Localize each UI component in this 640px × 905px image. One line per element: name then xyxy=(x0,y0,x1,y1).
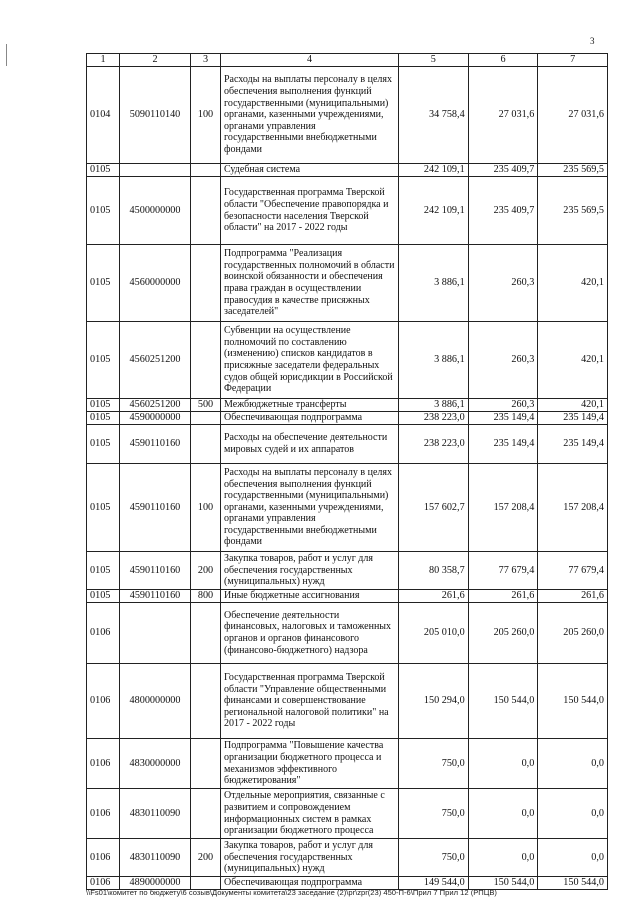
target-article: 5090110140 xyxy=(120,67,191,164)
amount-col-6: 235 409,7 xyxy=(468,177,538,245)
amount-col-5: 238 223,0 xyxy=(399,425,469,464)
amount-col-7: 235 149,4 xyxy=(538,412,608,425)
amount-col-7: 420,1 xyxy=(538,245,608,322)
amount-col-7: 157 208,4 xyxy=(538,464,608,552)
header-col-2: 2 xyxy=(120,54,191,67)
section-code: 0106 xyxy=(87,603,120,664)
target-article: 4560251200 xyxy=(120,399,191,412)
amount-col-7: 27 031,6 xyxy=(538,67,608,164)
amount-col-6: 235 149,4 xyxy=(468,425,538,464)
section-code: 0104 xyxy=(87,67,120,164)
table-row xyxy=(87,464,608,552)
amount-col-7: 150 544,0 xyxy=(538,877,608,890)
expense-name: Подпрограмма "Реализация государственных полномочий в области воинской обязанности и обеспечения права граждан в осуществлении правосудия в качестве присяжных заседателей" xyxy=(221,245,399,322)
section-code: 0105 xyxy=(87,322,120,399)
section-code: 0105 xyxy=(87,245,120,322)
target-article: 4800000000 xyxy=(120,664,191,739)
expense-name: Обеспечивающая подпрограмма xyxy=(221,877,399,890)
amount-col-5: 205 010,0 xyxy=(399,603,469,664)
amount-col-6: 235 409,7 xyxy=(468,164,538,177)
table-row xyxy=(87,322,608,399)
header-col-6: 6 xyxy=(468,54,538,67)
amount-col-7: 261,6 xyxy=(538,590,608,603)
amount-col-6: 260,3 xyxy=(468,245,538,322)
amount-col-7: 235 569,5 xyxy=(538,164,608,177)
amount-col-6: 150 544,0 xyxy=(468,877,538,890)
amount-col-6: 77 679,4 xyxy=(468,552,538,590)
table-row xyxy=(87,245,608,322)
expense-name: Судебная система xyxy=(221,164,399,177)
table-row xyxy=(87,177,608,245)
expense-kind xyxy=(191,789,221,839)
section-code: 0105 xyxy=(87,412,120,425)
expense-name: Отдельные мероприятия, связанные с развитием и сопровождением информационных систем в рамках организации бюджетного процесса xyxy=(221,789,399,839)
table-row xyxy=(87,552,608,590)
page-number: 3 xyxy=(590,36,595,46)
table-row xyxy=(87,164,608,177)
target-article: 4590000000 xyxy=(120,412,191,425)
target-article: 4590110160 xyxy=(120,552,191,590)
target-article: 4590110160 xyxy=(120,590,191,603)
amount-col-5: 750,0 xyxy=(399,839,469,877)
target-article: 4590110160 xyxy=(120,464,191,552)
amount-col-5: 150 294,0 xyxy=(399,664,469,739)
expense-kind xyxy=(191,739,221,789)
expense-name: Обеспечение деятельности финансовых, налоговых и таможенных органов и органов финансового (финансово-бюджетного) надзора xyxy=(221,603,399,664)
amount-col-7: 420,1 xyxy=(538,322,608,399)
section-code: 0106 xyxy=(87,664,120,739)
amount-col-6: 261,6 xyxy=(468,590,538,603)
expense-kind xyxy=(191,412,221,425)
target-article: 4560000000 xyxy=(120,245,191,322)
amount-col-5: 261,6 xyxy=(399,590,469,603)
expense-kind: 200 xyxy=(191,839,221,877)
expense-kind xyxy=(191,245,221,322)
section-code: 0105 xyxy=(87,164,120,177)
amount-col-5: 242 109,1 xyxy=(399,164,469,177)
expense-name: Расходы на выплаты персоналу в целях обеспечения выполнения функций государственными (муниципальными) органами, казенными учреждениями, органами управления государственными внебюджетными фондами xyxy=(221,67,399,164)
header-col-7: 7 xyxy=(538,54,608,67)
target-article xyxy=(120,603,191,664)
amount-col-5: 750,0 xyxy=(399,789,469,839)
column-header-row xyxy=(87,54,608,67)
expense-kind xyxy=(191,425,221,464)
amount-col-5: 157 602,7 xyxy=(399,464,469,552)
header-col-3: 3 xyxy=(191,54,221,67)
amount-col-6: 0,0 xyxy=(468,739,538,789)
amount-col-7: 150 544,0 xyxy=(538,664,608,739)
amount-col-6: 205 260,0 xyxy=(468,603,538,664)
expense-name: Закупка товаров, работ и услуг для обеспечения государственных (муниципальных) нужд xyxy=(221,552,399,590)
expense-name: Субвенции на осуществление полномочий по составлению (изменению) списков кандидатов в присяжные заседатели федеральных судов общей юрисдикции в Российской Федерации xyxy=(221,322,399,399)
section-code: 0105 xyxy=(87,464,120,552)
header-col-5: 5 xyxy=(399,54,469,67)
amount-col-7: 235 569,5 xyxy=(538,177,608,245)
target-article: 4560251200 xyxy=(120,322,191,399)
section-code: 0105 xyxy=(87,425,120,464)
amount-col-5: 149 544,0 xyxy=(399,877,469,890)
section-code: 0105 xyxy=(87,399,120,412)
amount-col-6: 235 149,4 xyxy=(468,412,538,425)
section-code: 0106 xyxy=(87,877,120,890)
amount-col-7: 0,0 xyxy=(538,789,608,839)
amount-col-5: 242 109,1 xyxy=(399,177,469,245)
table-row xyxy=(87,67,608,164)
expense-kind: 800 xyxy=(191,590,221,603)
amount-col-5: 238 223,0 xyxy=(399,412,469,425)
target-article: 4890000000 xyxy=(120,877,191,890)
table-row xyxy=(87,739,608,789)
expense-kind: 200 xyxy=(191,552,221,590)
amount-col-6: 260,3 xyxy=(468,322,538,399)
expense-kind: 100 xyxy=(191,464,221,552)
expense-kind xyxy=(191,664,221,739)
expense-name: Государственная программа Тверской области "Управление общественными финансами и совершенствование региональной налоговой политики" на 2017 - 2022 годы xyxy=(221,664,399,739)
section-code: 0106 xyxy=(87,739,120,789)
expense-kind xyxy=(191,177,221,245)
expense-name: Подпрограмма "Повышение качества организации бюджетного процесса и механизмов эффективного бюджетирования" xyxy=(221,739,399,789)
expense-kind xyxy=(191,603,221,664)
target-article: 4500000000 xyxy=(120,177,191,245)
amount-col-7: 235 149,4 xyxy=(538,425,608,464)
amount-col-5: 3 886,1 xyxy=(399,399,469,412)
budget-table xyxy=(86,53,608,890)
section-code: 0105 xyxy=(87,177,120,245)
table-row xyxy=(87,603,608,664)
section-code: 0105 xyxy=(87,552,120,590)
amount-col-7: 77 679,4 xyxy=(538,552,608,590)
target-article: 4590110160 xyxy=(120,425,191,464)
section-code: 0106 xyxy=(87,789,120,839)
amount-col-7: 420,1 xyxy=(538,399,608,412)
amount-col-5: 80 358,7 xyxy=(399,552,469,590)
expense-kind xyxy=(191,322,221,399)
table-row xyxy=(87,664,608,739)
amount-col-7: 205 260,0 xyxy=(538,603,608,664)
file-path-footer: \\Fs01\комитет по бюджету\6 созыв\Документы комитета\23 заседание (2)\pr\zpr(23) 450-П-6\Прил 7 Прил 12 (РПЦВ) xyxy=(86,888,497,897)
amount-col-5: 750,0 xyxy=(399,739,469,789)
amount-col-5: 3 886,1 xyxy=(399,322,469,399)
target-article: 4830110090 xyxy=(120,789,191,839)
expense-kind xyxy=(191,164,221,177)
table-row xyxy=(87,789,608,839)
section-code: 0105 xyxy=(87,590,120,603)
header-col-4: 4 xyxy=(221,54,399,67)
amount-col-5: 34 758,4 xyxy=(399,67,469,164)
header-col-1: 1 xyxy=(87,54,120,67)
amount-col-6: 260,3 xyxy=(468,399,538,412)
margin-mark xyxy=(6,44,7,66)
expense-name: Обеспечивающая подпрограмма xyxy=(221,412,399,425)
table-row xyxy=(87,425,608,464)
expense-kind: 100 xyxy=(191,67,221,164)
amount-col-7: 0,0 xyxy=(538,739,608,789)
target-article: 4830110090 xyxy=(120,839,191,877)
expense-name: Расходы на обеспечение деятельности мировых судей и их аппаратов xyxy=(221,425,399,464)
table-row xyxy=(87,590,608,603)
table-row xyxy=(87,839,608,877)
section-code: 0106 xyxy=(87,839,120,877)
expense-name: Расходы на выплаты персоналу в целях обеспечения выполнения функций государственными (муниципальными) органами, казенными учреждениями, органами управления государственными внебюджетными фондами xyxy=(221,464,399,552)
amount-col-6: 0,0 xyxy=(468,839,538,877)
amount-col-7: 0,0 xyxy=(538,839,608,877)
amount-col-6: 27 031,6 xyxy=(468,67,538,164)
table-row xyxy=(87,412,608,425)
expense-name: Государственная программа Тверской области "Обеспечение правопорядка и безопасности населения Тверской области" на 2017 - 2022 годы xyxy=(221,177,399,245)
target-article: 4830000000 xyxy=(120,739,191,789)
expense-name: Иные бюджетные ассигнования xyxy=(221,590,399,603)
expense-kind: 500 xyxy=(191,399,221,412)
table-row xyxy=(87,399,608,412)
amount-col-5: 3 886,1 xyxy=(399,245,469,322)
amount-col-6: 157 208,4 xyxy=(468,464,538,552)
expense-name: Межбюджетные трансферты xyxy=(221,399,399,412)
target-article xyxy=(120,164,191,177)
amount-col-6: 0,0 xyxy=(468,789,538,839)
amount-col-6: 150 544,0 xyxy=(468,664,538,739)
expense-name: Закупка товаров, работ и услуг для обеспечения государственных (муниципальных) нужд xyxy=(221,839,399,877)
